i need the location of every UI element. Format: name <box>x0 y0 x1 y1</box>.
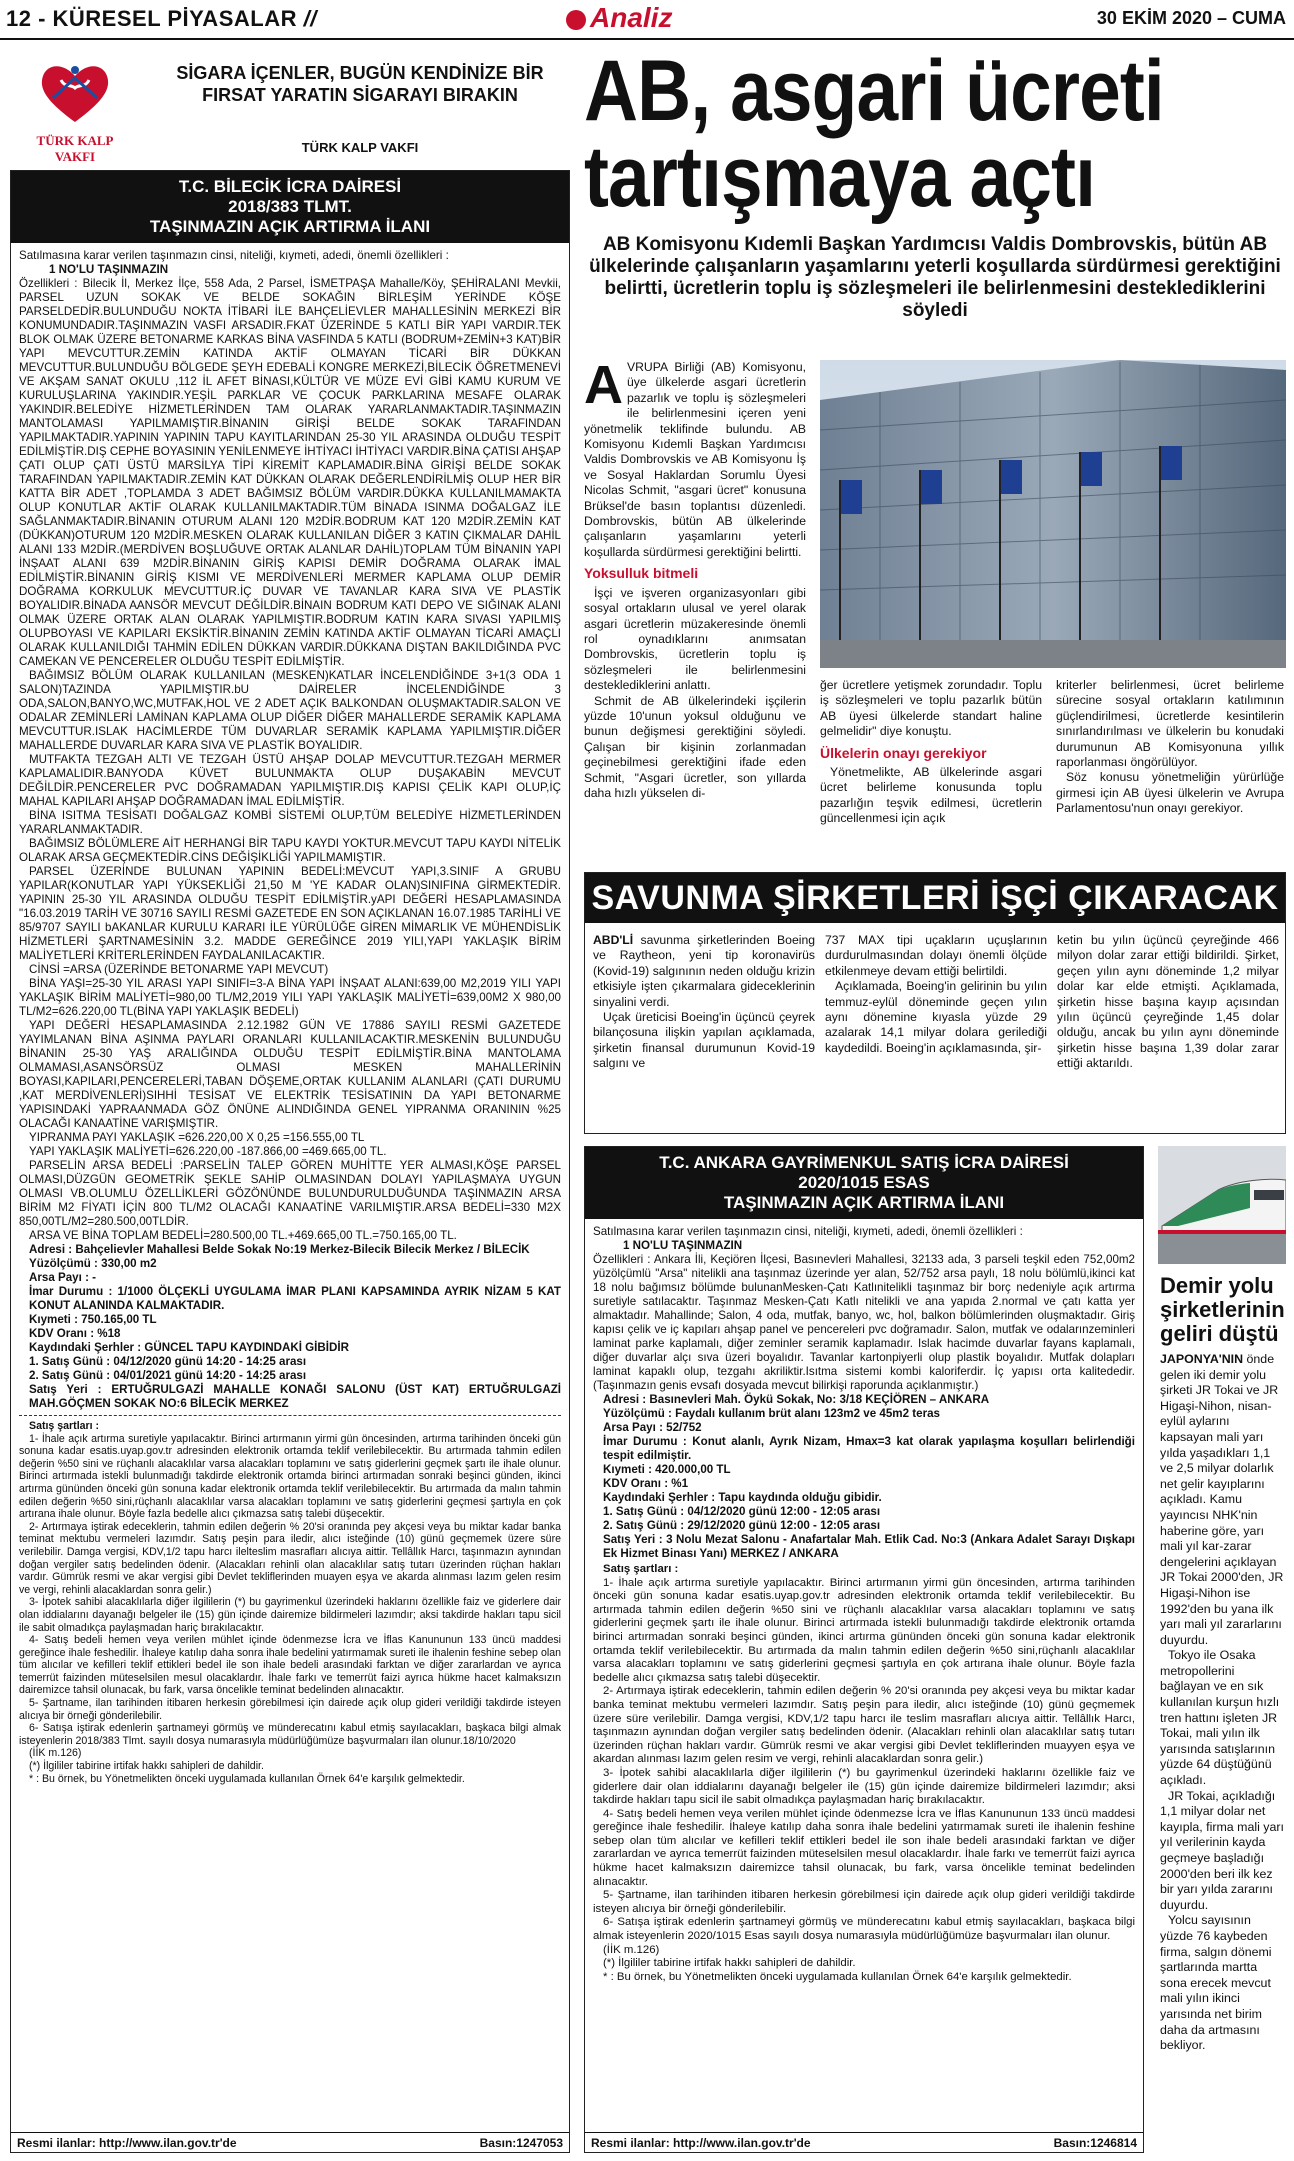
notice-subtitle: TAŞINMAZIN AÇIK ARTIRMA İLANI <box>149 217 431 236</box>
notice-paragraph: BAĞIMSIZ BÖLÜMLERE AİT HERHANGİ BİR TAPU KAYDI YOKTUR.MEVCUT TAPU KAYDI NİTELİK OLARAK ARSA GEÇMEKTEDİR.CİNS DEĞİŞİKLİĞİ YAPILMAMIŞTIR. <box>19 837 561 864</box>
notice-sale-day-2: 2. Satış Günü : 29/12/2020 günü 12:00 - 12:05 arası <box>603 1519 881 1532</box>
notice-features: Özellikleri : Bilecik İl, Merkez İlçe, 558 Ada, 2 Parsel, İSMETPAŞA Mahalle/Köy, ŞEHİRALANI Mevkii, PARSEL UZUN SOKAK VE BELDE SOKAĞIN BİRLEŞİM YERİNDE KÖŞE PARSELDEDİR.BULUNDUĞU NOKTA İTİBARİ İLE BAHÇELİEVLER MAHALLESİNİN MERKEZİ BİR KONUMUNDADIR.TAŞINMAZIN VASFI ARSADIR.FKAT ÜZERİNDE 5 KATLI BİR YAPI VARDIR.TEK BLOK OLMAK ÜZERE BETONARME KARKAS BİNA VASFINDA 5 KATLI (BODRUM+ZEMİN+3 KAT)BİR YAPI MEVCUTTUR.ZEMİN KATINDA AKTİF OLMAYAN TİCARİ BİR DÜKKAN MEVCUTTUR.BULUNDUĞU BÖLGEDE ŞEYH EDEBALİ KONGRE MERKEZİ,BİLECİK ÖĞRETMENEVİ VE AKŞAM SANAT OKULU ,112 İL AFET BİNASI,KÜLTÜR VE MÜZE EVİ GİBİ KAMU KURUM VE KURULUŞLARINA YAKINDIR.YEŞİL PARKLAR VE ÇOCUK PARKLARINA MESAFE OLARAK YAKINDIR.BELEDİYE HİZMETLERİNDEN TAM OLARAK YARARLANMAKTADIR.TAŞINMAZIN MANTOLAMASI YAPILMAMIŞTIR.BİNANIN GİRİŞİ BELDE SOKAK TARAFINDAN YAPILMAKTADIR.YAPININ YAPININ TAPU KAYITLARINDAN 25-30 YIL ARASINDA OLDUĞU TESPİT EDİLMİŞTİR.DIŞ CEPHE BOYASININ YENİLENMEYE İHTİYACI İHTİYACI VARDIR.BİNA ÇATISI AHŞAP ÇATI OLUP ÇATI ÜSTÜ MARSİLYA TİPİ KİREMİT KAPLAMADIR.BİNA GİRİŞİ BELDE SOKAK TARAFINDAN YAPILMAKTADIR.ZEMİN KAT DÜKKAN OLARAK DEĞERLENDİRİLMİŞ OLUP HER BİR KATTA BİR ADET ,TOPLAMDA 3 ADET BAĞIMSIZ BÖLÜM VARDIR.DÜKKA KULLANILMAMAKTA OLUP KONUTLAR AKTİF OLARAK KULLANILMAKTADIR.TÜM BİNADA ISINMA DOĞALGAZ İLE SAĞLANMAKTADIR.BİNANIN OTURUM ALANI 120 M2DİR.BODRUM KAT 120 M2DİR.ZEMİN KAT (DÜKKAN)OTURUM 120 M2DİR.MESKEN OLARAK KULLANILAN DİĞER 3 KATIN ÇIKMALAR DAHİL ALANI 133 M2DİR.(MERDİVEN BOŞLUĞUVE ORTAK ALANLAR DAHİL)TOPLAM TÜM BİNANIN YAPI İNŞAAT ALANI 639 M2DİR.BİNANIN GİRİŞ KAPISI DEMİR DOĞRAMA OLARAK İMAL EDİLMİŞTİR.BİNANIN GİRİŞ KISMI VE MERDİVENLERİ MERMER KAPLAMA OLUP DEMİR DOĞRAMA KORKULUK MEVCUTTUR.İÇ DUVAR VE TAVANLAR KARA SIVA VE PLASTİK BOYALIDIR.BİNADA AANSÖR MEVCUT DEĞİLDİR.BİNAIN BODRUM KATI DEPO VE SIĞINAK ALANI OLMAK ÜZERE ORTAK ALAN OLARAK YAPILMIŞTIR.BODRUM KATIN KARA SIVASI YAPILMIŞ OLUPBOYASI VE KAPILARI EKSİKTİR.BİNANIN ZEMİN KATINDA AKTİF OLMAYAN TİCARİ AMAÇLI OLARAK KULLANILDIĞI TAHMİN EDİLEN DÜKKAN VARDIR.DÜKKANA DIŞTAN BAKILDIĞINDA PVC CAMEKAN VE PENCERELER OLDUĞU TESPİT EDİLMİŞTİR. <box>19 277 561 668</box>
defense-column-3 <box>1057 933 1279 1072</box>
story-subheading: Yoksulluk bitmeli <box>584 565 699 582</box>
story-paragraph: ğer ücretlere yetişmek zorundadır. Toplu iş sözleşmeleri ve toplu pazarlık bütün AB üyesi ülkelerde standart haline gelmelidir" diye konuştu. <box>820 678 1042 739</box>
defense-column-2 <box>825 933 1047 1056</box>
official-ads-link[interactable]: Resmi ilanlar: http://www.ilan.gov.tr'de <box>17 2136 237 2150</box>
notice-paragraph: YAPI YAKLAŞIK MALİYETİ=626.220,00 -187.866,00 =469.665,00 TL. <box>29 1145 387 1158</box>
footnote: (*) İlgililer tabirine irtifak hakkı sahipleri de dahildir. <box>603 1957 856 1970</box>
notice-case-no: 2020/1015 ESAS <box>798 1173 930 1192</box>
notice-footer <box>11 2132 569 2152</box>
notice-address: Adresi : Bahçelievler Mahallesi Belde Sokak No:19 Merkez-Bilecik Bilecik Merkez / BİLECİK <box>29 1243 530 1256</box>
term-item: 3- İpotek sahibi alacaklılarla diğer ilgililerin (*) bu gayrimenkul üzerindeki haklarını özellikle faiz ve giderlere dair olan iddialarını dayanağı belgeler ile (15) gün içinde dairemize bildirmeleri lazımdır; aksi takdirde hakları tapu sicil ile sabit olmadıkça paylaşmadan hariç bırakılacaktır. <box>19 1596 561 1634</box>
notice-value: Kıymeti : 750.165,00 TL <box>29 1313 157 1326</box>
press-id: Basın:1246814 <box>1053 2136 1137 2150</box>
story-body <box>584 355 1286 858</box>
notice-share: Arsa Payı : 52/752 <box>603 1421 702 1434</box>
story-column-3 <box>1056 678 1284 817</box>
notice-sale-day-2: 2. Satış Günü : 04/01/2021 günü 14:20 - 14:25 arası <box>29 1369 307 1382</box>
footnote: * : Bu örnek, bu Yönetmelikten önceki uygulamada kullanılan Örnek 64'e karşılık gelmektedir. <box>29 1772 465 1785</box>
term-item: 6- Satışa iştirak edenlerin şartnameyi görmüş ve münderecatını kabul etmiş sayılacakları, başkaca bilgi almak isteyenlerin 2020/1015 Esas sayılı dosya numarasıyla müdürlüğümüze başvurmaları ilan olunur. <box>593 1916 1135 1943</box>
term-item: 5- Şartname, ilan tarihinden itibaren herkesin görebilmesi için dairede açık olup gideri verildiği takdirde isteyen alıcıya bir örneği gönderilebilir. <box>593 1889 1135 1915</box>
term-item: 2- Artırmaya iştirak edeceklerin, tahmin edilen değerin % 20'si oranında pey akçesi veya bu miktar kadar banka teminat mektubu vermeleri lazımdır. Satış peşin para iledir, alıcı isteğinde (10) günü geçmemek üzere süre verilebilir. Damga vergisi, KDV,1/2 tapu harcı ile teslim masrafları alıcıya aittir. Tellâllık Harcı, taşınmazın aynından doğan vergiler satış bedelinden ödenir. (Alacakları rehinli olan alacaklılar satış tutarı üzerinden rüçhan hakları vardır. Gümrük resmi ve akar vergisi gibi Devlet tekliflerinden muayyen eşya ve akardan alınması lazım gelen resim ve vergi, rehinli alacaklardan sonra gelir.) <box>593 1685 1135 1766</box>
story-headline <box>584 43 1289 225</box>
notice-vat: KDV Oranı : %1 <box>603 1477 689 1490</box>
story-paragraph: Yönetmelikte, AB ülkelerinde asgari ücret belirleme konusunda toplu pazarlığın teşvik edilmesi, ücretlerin güncellenmesi için açık <box>820 765 1042 826</box>
notice-sale-place: Satış Yeri : 3 Nolu Mezat Salonu - Anafartalar Mah. Etlik Cad. No:3 (Ankara Adalet Sarayı Dışkapı Ek Hizmet Binası Yanı) MERKEZ / ANKARA <box>603 1533 1135 1560</box>
footnote: * : Bu örnek, bu Yönetmelikten önceki uygulamada kullanılan Örnek 64'e karşılık gelmektedir. <box>603 1970 1072 1983</box>
notice-paragraph: CİNSİ =ARSA (ÜZERİNDE BETONARME YAPI MEVCUT) <box>29 963 329 976</box>
notice-case-no: 2018/383 TLMT. <box>228 197 352 216</box>
bullet-train-image <box>1158 1146 1286 1264</box>
notice-paragraph: YIPRANMA PAYI YAKLAŞIK =626.220,00 X 0,25 =156.555,00 TL <box>29 1131 365 1144</box>
notice-paragraph: BAĞIMSIZ BÖLÜM OLARAK KULLANILAN (MESKEN)KATLAR İNCELENDİĞİNDE 3+1(3 ODA 1 SALON)TAZINDA YAPILMIŞTIR.bU DAİRELER İNCELENDİĞİNDE 3 ODA,SALON,BANYO,WC,MUTFAK,HOL VE 2 ADET AÇIK BALKONDAN OLUŞMAKTADIR.SALON VE ODALAR ZEMİNLERİ LAMİNAN KAPLAMA OLUP DİĞER DİĞER MAHALLERDE SERAMİK KAPLAMA MEVCUTTUR.ISLAK HACİMLERDE TÜM DUVARLAR SERAMİK KAPLAMA YAPILMIŞTIR.DİĞER MAHALLERDE DUVARLAR KARA SIVA VE PLASTİK BOYALIDIR. <box>19 669 561 752</box>
term-item: 5- Şartname, ilan tarihinden itibaren herkesin görebilmesi için dairede açık olup gideri verildiği takdirde isteyen alıcıya bir örneği gönderilebilir. <box>19 1697 561 1722</box>
notice-item-no: 1 NO'LU TAŞINMAZIN <box>623 1239 743 1252</box>
ad-message: SİGARA İÇENLER, BUGÜN KENDİNİZE BİR FIRSAT YARATIN SİGARAYI BIRAKIN <box>176 63 544 105</box>
japan-headline: Demir yolu şirketlerinin geliri düştü <box>1160 1273 1285 1346</box>
defense-paragraph: 737 MAX tipi uçakların uçuşlarının durdurulmasından dolayı önemli ölçüde etkilenmeye devam ettiği belirtildi. <box>825 933 1047 978</box>
notice-zoning: İmar Durumu : 1/1000 ÖLÇEKLİ UYGULAMA İMAR PLANI KAPSAMINDA AYRIK NİZAM 5 KAT KONUT ALANINDA KALMAKTADIR. <box>29 1285 561 1312</box>
notice-paragraph: YAPI DEĞERİ HESAPLAMASINDA 2.12.1982 GÜN VE 17886 SAYILI RESMİ GAZETEDE YAYIMLANAN BİNA AŞINMA PAYLARI ORANLARI KULLANILACAKTIR.MESKENİN BULUNDUĞU BİNANIN 25-30 YAŞ ARALIĞINDA OLDUĞU TESPİT EDİLMİŞTİR.BİNA MANTOLAMA OLMAMASI,ASANSÖRSÜZ OLMASI MESKEN MAHALLERİNİN BOYASI,KAPILARI,PENCERELERİ,TABAN DÖŞEME,ORTAK KULLANIM ALANLARI (ÇATI DURUMU ,KAT MERDİVENLERİ)SIHHİ TESİSAT VE ELEKTRİK TESİSATININ DA YAPI BETONARME YAPISINDAKİ YAPRAANMADA GÖZ ÖNÜNE ALINDIĞINDA GENEL YIPRANMA ORANININ %25 OLACAĞI KANAATİNE VARIŞMIŞTIR. <box>19 1019 561 1130</box>
bilecik-notice-header <box>11 171 569 243</box>
notice-features: Özellikleri : Ankara İli, Keçiören İlçesi, Basınevleri Mahallesi, 32133 ada, 3 parseli teşkil eden 752,00m2 yüzölçümlü "Arsa" nitelikli ana taşınmaz üzerinde yer alan, 52/752 arsa paylı, 18 nolu bölümlü,ikinci kat 18 nolu bağımsız bölümde bulunanMesken-Çatı Katlınitelikli taşınmaz bir borç nedeniyle açık artırma suretiyle satılacaktır. Taşınmaz Mesken-Çatı Katlı nitelikli ve ana yapıda 2.normal ve çatı katta yer almaktadır. Mahallinde; Salon, 4 oda, mutfak, banyo, wc, hol, balkon bölümlerinden oluşmaktadır. Giriş kapısı çelik ve iç kapıları ahşap panel ve pencereleri pvc doğramadır. Salon, mutfak ve odalarınzeminleri laminat parke kaplamalı, diğer zeminler seramik kaplamadır. Islak hacimde duvarlar fayans kaplamalı, diğer duvarlar alçı sıva üzeri boyalıdır. Tavanlar kartonpiyerli olup plastik boyalıdır. Mutfak dolapları laminat kapaklı olup, tezgahı akriliktir.Isıtma sistemi kombi kaloriferdir. İç yapısı orta kalitededir. (Taşınmazın genis evsafı dosyada mevcut bilirkişi raporunda açıklanmıştır.) <box>593 1253 1135 1392</box>
main-story-area <box>584 43 1286 2150</box>
divider <box>19 1415 561 1416</box>
defense-lead-word: ABD'Lİ <box>593 933 634 947</box>
drop-cap: A <box>584 355 623 415</box>
ankara-notice <box>584 1146 1144 2153</box>
defense-paragraph: Uçak üreticisi Boeing'in üçüncü çeyrek bilançosuna ilişkin yapılan açıklamada, şirketin finansal durumunun Kovid-19 salgını ve <box>593 1010 815 1071</box>
notice-intro: Satılmasına karar verilen taşınmazın cinsi, niteliği, kıymeti, adedi, önemli özellikleri : <box>593 1225 1023 1238</box>
left-column <box>10 48 570 2153</box>
term-item: 2- Artırmaya iştirak edeceklerin, tahmin edilen değerin % 20'si oranında pey akçesi veya bu miktar kadar banka teminat mektubu vermeleri lazımdır. Satış peşin para iledir, alıcı isteğinde (10) günü geçmemek üzere süre verilebilir. Damga vergisi, KDV,1/2 tapu harcı ilelteslim masrafları alıcıya aittir. Tellâllık Harcı, taşınmazın aynından doğan vergiler satış bedelinden ödenir. (Alacakları rehinli olan alacaklılar satış tutarı üzerinden rüçhan hakları vardır. Gümrük resmi ve akar vergisi gibi Devlet tekliflerinden muayen eşya ve akarda alınması lazım gelen resim ve vergi, rehinli alacaklardan sonra gelir.) <box>19 1520 561 1596</box>
headline-line: tartışmaya açtı <box>584 129 1095 225</box>
notice-intro: Satılmasına karar verilen taşınmazın cinsi, niteliği, kıymeti, adedi, önemli özellikleri : <box>19 249 449 262</box>
story-column-2 <box>820 678 1042 827</box>
term-item: 3- İpotek sahibi alacaklılarla diğer ilgililerin (*) bu gayrimenkul üzerindeki haklarını özellikle faiz ve giderlere dair olan iddialarını dayanağı belgeler ile (15) gün içinde dairemize bildirmeleri lazımdır; aksi takdirde hakları tapu sicil ile sabit olmadıkça paylaşmadan hariç bırakılacaktır. <box>593 1766 1135 1807</box>
story-column-1 <box>584 355 806 801</box>
notice-paragraph: ARSA VE BİNA TOPLAM BEDELİ=280.500,00 TL.+469.665,00 TL.=750.165,00 TL. <box>29 1229 457 1242</box>
japan-rail-story <box>1158 1146 1286 2153</box>
ankara-notice-header <box>585 1147 1143 1219</box>
heart-icon <box>35 58 115 128</box>
issue-date: 30 EKİM 2020 – CUMA <box>1096 8 1286 28</box>
notice-vat: KDV Oranı : %18 <box>29 1327 121 1340</box>
footnote: (*) İlgililer tabirine irtifak hakkı sahipleri de dahildir. <box>29 1760 264 1773</box>
story-paragraph: Söz konusu yönetmeliğin yürürlüğe girmesi için AB üyesi ülkelerin ve Avrupa Parlamentosu'nun onayı gerekiyor. <box>1056 770 1284 816</box>
defense-story <box>584 872 1286 1134</box>
notice-liens: Kaydındaki Şerhler : GÜNCEL TAPU KAYDINDAKİ GİBİDİR <box>29 1341 349 1354</box>
press-id: Basın:1247053 <box>479 2136 563 2150</box>
notice-paragraph: BİNA YAŞI=25-30 YIL ARASI YAPI SINIFI=3-A BİNA YAPI İNŞAAT ALANI:639,00 M2,2019 YILI YAPI YAKLAŞIK BİRİM MALİYETİ=980,00 TL/M2,2019 YILI YAPI YAKLAŞIK MALİYETİ=639,00M2 X 980,00 TL/M2=626.220,00 TL(BİNA YAPI YAKLAŞIK BEDELİ) <box>19 977 561 1018</box>
notice-liens: Kaydındaki Şerhler : Tapu kaydında olduğu gibidir. <box>603 1491 882 1504</box>
notice-paragraph: PARSELİN ARSA BEDELİ :PARSELİN TALEP GÖREN MUHİTTE YER ALMASI,KÖŞE PARSEL OLMASI,DÜZGÜN GEOMETRİK ŞEKLE SAHİP OLMASINDAN DOLAYI YAPILAŞMAYA UYGUN OLMASI VB.OLUMLU ÖZELLİKLERİ GÖZÖNÜNDE BULUNDURULDUĞUNDA TAŞINMAZIN ARSA BİRİM M2 FİYATI İÇİN 800 TL/M2 OLACAĞI KANAATİNE VARILMIŞTIR.ARSA BEDELİ=330 M2X 850,00TL/M2=280.500,00TLDİR. <box>19 1159 561 1228</box>
law-reference: (İİK m.126) <box>603 1943 660 1956</box>
ad-signature: TÜRK KALP VAKFI <box>301 140 419 155</box>
notice-area: Yüzölçümü : Faydalı kullanım brüt alanı 123m2 ve 45m2 teras <box>603 1407 940 1420</box>
term-item: 4- Satış bedeli hemen veya verilen mühlet içinde ödenmezse İcra ve İflas Kanununun 133 üncü maddesi gereğince ihale feshedilir. İhaleye katılıp daha sonra ihale bedelini yatırmamak sureti ile ihalenin feshine sebep olan tüm alıcılar ve kefilleri teklif ettikleri bedel ile son ihale bedeli arasındaki farktan ve diğer zararlardan ve ayrıca temerrüt faizinden müteselsilen mesul olacaklardır. İhale farkı ve temerrüt faizi ayrıca hükme hacet kalmaksızın dairemizce tahsil olunacak, bu fark, varsa öncelikle teminat bedelinden alınacaktır. <box>19 1634 561 1697</box>
story-paragraph: kriterler belirlenmesi, ücret belirleme sürecine sosyal ortakların katılımının güçlendirilmesi, ücretlerde kesintilerin sınırlandırılması ve ülkelerin bu konudaki durumunun AB Komisyonuna yıllık raporlanması öngörülüyor. <box>1056 678 1284 770</box>
japan-paragraph: önde gelen iki demir yolu şirketi JR Tokai ve JR Higaşi-Nihon, nisan-eylül aylarını kapsayan mali yarı yılda yaşadıkları 1,1 ve 2,5 milyar dolarlık net gelir kayıplarını açıkladı. Kamu yayıncısı NHK'nin haberine göre, yarı mali yıl kar-zarar dengelerini açıklayan JR Tokai 2000'den, JR Higaşi-Nihon ise 1992'den bu yana ilk yarı mali yıl zararlarını duyurdu. <box>1160 1352 1284 1647</box>
notice-sale-place: Satış Yeri : ERTUĞRULGAZİ MAHALLE KONAĞI SALONU (ÜST KAT) ERTUĞRULGAZİ MAH.GÖÇMEN SOKAK NO:6 BİLECİK MERKEZ <box>29 1383 561 1410</box>
notice-sale-day-1: 1. Satış Günü : 04/12/2020 günü 12:00 - 12:05 arası <box>603 1505 881 1518</box>
section-title: 12 - KÜRESEL PİYASALAR // <box>6 6 317 31</box>
japan-paragraph: Tokyo ile Osaka metropollerini bağlayan ve en sık kullanılan kurşun hızlı tren hattını işleten JR Tokai, mali yılın ilk yarısında satışlarının yüzde 64 düştüğünü açıkladı. <box>1160 1648 1280 1788</box>
terms-title: Satış şartları : <box>29 1420 100 1432</box>
term-item: 6- Satışa iştirak edenlerin şartnameyi görmüş ve münderecatını kabul etmiş sayılacakları, başkaca bilgi almak isteyenlerin 2018/383 Tlmt. sayılı dosya numarasıyla müdürlüğümüze başvurmaları ilan olunur.18/10/2020 <box>19 1722 561 1747</box>
bilecik-notice-body <box>11 243 569 1785</box>
logo-dot-icon <box>566 10 586 30</box>
japan-body <box>1158 1352 1286 2054</box>
heart-foundation-ad <box>10 48 570 166</box>
notice-sale-day-1: 1. Satış Günü : 04/12/2020 günü 14:20 - 14:25 arası <box>29 1355 307 1368</box>
term-item: 4- Satış bedeli hemen veya verilen mühlet içinde ödenmezse İcra ve İflas Kanununun 133 üncü maddesi gereğince ihale feshedilir. İhaleye katılıp daha sonra ihale bedelini yatırmamak sureti ile ihalenin feshine sebep olan tüm alıcılar ve kefilleri teklif ettikleri bedel ile son ihale bedeli arasındaki farktan ve diğer zararlardan ve ayrıca temerrüt faizinden müteselsilen mesul olacaklardır. İhale farkı ve temerrüt faizi ayrıca hükme hacet kalmaksızın dairemizce tahsil olunacak, bu fark, varsa öncelikle teminat bedelinden alınacaktır. <box>593 1807 1135 1888</box>
defense-headline: SAVUNMA ŞİRKETLERİ İŞÇİ ÇIKARACAK <box>585 873 1285 923</box>
ankara-notice-body <box>585 1219 1143 1984</box>
term-item: 1- İhale açık artırma suretiyle yapılacaktır. Birinci artırmanın yirmi gün öncesinden, artırma tarihinden önceki gün sonuna kadar esatis.uyap.gov.tr adresinden elektronik ortamda teklif verilebilecektir. Bu artırmada tahmin edilen değerin %50 sini ve rüçhanlı alacaklılar varsa alacakları toplamını ve satış giderlerini geçmek şartı ile ihale olunur. Birinci artırmada istekli bulunmadığı takdirde elektronik ortamda birinci artırmadan sonraki beşinci günden, ikinci artırma gününden önceki gün sonuna kadar elektronik ortamda teklif verilebilecektir. Bu artırmada da malın tahmin edilen değerin %50 sini,rüçhanlı alacaklılar varsa alacakları toplamını ve satış giderlerini geçmesi şartıyla en çok artırana ihale olunur. Böyle fazla bedelle alıcı çıkmazsa satış talebi düşecektir. <box>19 1432 561 1521</box>
headline-line: AB, asgari ücreti <box>584 43 1164 139</box>
notice-area: Yüzölçümü : 330,00 m2 <box>29 1257 157 1270</box>
notice-share: Arsa Payı : - <box>29 1271 97 1284</box>
bullet-train-photo <box>1158 1146 1286 1264</box>
eu-building-image <box>820 360 1286 668</box>
term-item: 1- İhale açık artırma suretiyle yapılacaktır. Birinci artırmanın yirmi gün öncesinden, artırma tarihinden önceki gün sonuna kadar esatis.uyap.gov.tr adresinden elektronik ortamda teklif verilebilecektir. Bu artırmada tahmin edilen değerin %50 sini ve rüçhanlı alacaklılar varsa alacakları toplamını ve satış giderlerini geçmek şartı ile ihale olunur. Birinci artırmada istekli bulunmadığı takdirde elektronik ortamda birinci artırmadan sonraki beşinci günden, ikinci artırma gününden önceki gün sonuna kadar elektronik ortamda teklif verilebilecektir. Bu artırmada da malın tahmin edilen değerin %50 sini,rüçhanlı alacaklılar varsa alacakları toplamını ve satış giderlerini geçmesi şartıyla en çok artırana ihale olunur. Böyle fazla bedelle alıcı çıkmazsa satış talebi düşecektir. <box>593 1576 1135 1684</box>
defense-paragraph: ketin bu yılın üçüncü çeyreğinde 466 milyon dolar zarar ettiği bildirildi. Şirket, geçen yılın aynı döneminde 1,2 milyar dolar kar elde etmişti. Açıklamada, şirketin hisse başına kayıp açısından yılın üçüncü çeyreğinde 1,45 dolar olduğu, ancak bu yılın aynı döneminde şirketin hisse başına 1,39 dolar zarar ettiği aktarıldı. <box>1057 933 1279 1071</box>
notice-paragraph: PARSEL ÜZERİNDE BULUNAN YAPININ BEDELİ:MEVCUT YAPI,3.SINIF A GRUBU YAPILAR(KONUTLAR YAPI YÜKSEKLİĞİ 21,50 M 'YE KADAR OLAN)SINIFINA GİRMEKTEDİR. YAPININ 25-30 YIL ARASINDA OLDUĞU TESPİT EDİLMİŞTİR.yAPI DEĞERİ HESAPLAMASINDA "16.03.2019 TARİH VE 30716 SAYILI RESMİ GAZETEDE EN SON AÇIKLANAN 16.07.1985 TARİHLİ VE 85/9707 SAYILI bAKANLAR KURULU KARARI İLE YÜRÜLÜĞE GİREN MİMARLIK VE MÜHENDİSLİK HİZMETLERİ ŞARTNAMESİNİN 3.2. MADDE GEREĞİNCE 2019 YILI,YAPI YAKLAŞIK BİRİM MALİYETLERİ KRİTERLERİNDEN FAYDALANILACAKTIR. <box>19 865 561 962</box>
eu-commission-photo <box>820 360 1286 668</box>
defense-column-1 <box>593 933 815 1072</box>
story-subhead: AB Komisyonu Kıdemli Başkan Yardımcısı Valdis Dombrovskis, bütün AB ülkelerinde çalışanların yaşamlarını yeterli koşullarda sürdürmesi gerektiğini belirtti, ücretlerin toplu iş sözleşmeleri ile belirlenmesini desteklediklerini söyledi <box>589 234 1281 321</box>
law-reference: (İİK m.126) <box>29 1747 82 1760</box>
official-ads-link[interactable]: Resmi ilanlar: http://www.ilan.gov.tr'de <box>591 2136 811 2150</box>
notice-footer <box>585 2132 1143 2152</box>
story-lead: VRUPA Birliği (AB) Komisyonu, üye ülkelerde asgari ücretlerin pazarlık ve toplu iş sözleşmeleri ile belirlenmesini içeren yeni yönetmelik teklifinde bulundu. AB Komisyonu Kıdemli Başkan Yardımcısı Valdis Dombrovskis ve AB Komisyonu İş ve Sosyal Haklardan Sorumlu Üyesi Nicolas Schmit, "asgari ücret" konusuna Brüksel'de basın toplantısı düzenledi. Dombrovskis, bütün AB ülkelerinde çalışanların yaşamlarını yeterli koşullarda sürdürmesi gerektiğini belirtti. <box>584 360 806 559</box>
defense-paragraph: savunma şirketlerinden Boeing ve Raytheon, yeni tip koronavirüs (Kovid-19) salgınının neden olduğu krizin etkisiyle işten çıkarmalara gideceklerinin sinyalini verdi. <box>593 933 815 1009</box>
story-paragraph: İşçi ve işveren organizasyonları gibi sosyal ortakların ulusal ve yerel olarak asgari ücretlerin müzakeresinde önemli rol oynadıklarını anımsatan Dombrovskis, ücretlerin toplu iş sözleşmeleri ile belirlenmesini desteklediklerini anlattı. <box>584 585 806 693</box>
notice-value: Kıymeti : 420.000,00 TL <box>603 1463 731 1476</box>
japan-lead-word: JAPONYA'NIN <box>1160 1352 1244 1366</box>
notice-zoning: İmar Durumu : Konut alanlı, Ayrık Nizam, Hmax=3 kat olarak yapılaşma koşulları belirlendiği tespit edilmiştir. <box>603 1435 1135 1462</box>
notice-paragraph: BİNA ISITMA TESİSATI DOĞALGAZ KOMBİ SİSTEMİ OLUP,TÜM BELEDİYE HİZMETLERİNDEN YARARLANMAKTADIR. <box>19 809 561 836</box>
notice-subtitle: TAŞINMAZIN AÇIK ARTIRMA İLANI <box>723 1193 1005 1212</box>
story-subheading: Ülkelerin onayı gerekiyor <box>820 744 987 761</box>
story-paragraph: Schmit de AB ülkelerindeki işçilerin yüzde 10'unun yoksul olduğunu ve bunun değişmesi gerektiğini söyledi. Çalışan bir kişinin zorlanmadan geçinebilmesi gerektiğini ifade eden Schmit, "Asgari ücretler, son yıllarda daha hızlı yükselen di- <box>584 693 806 800</box>
notice-title: T.C. ANKARA GAYRİMENKUL SATIŞ İCRA DAİRESİ <box>659 1153 1069 1172</box>
notice-paragraph: MUTFAKTA TEZGAH ALTI VE TEZGAH ÜSTÜ AHŞAP DOLAP MEVCUTTUR.TEZGAH MERMER KAPLAMALIDIR.BANYODA KÜVET BULUNMAKTA OLUP DUŞAKABİN MEVCUT DEĞİLDİR.PENCERELER PVC DOĞRAMADAN YAPILMIŞTIR.DIŞ KAPISI ÇELİK KAPI OLUP,İÇ MAHAL KAPILARI AHŞAP DOĞRAMADAN İMAL EDİLMİŞTİR. <box>19 753 561 808</box>
defense-paragraph: Açıklamada, Boeing'in gelirinin bu yılın temmuz-eylül döneminde geçen yılın aynı dönemine kıyasla yüzde 29 azalarak 14,1 milyar dolara gerilediği kaydedildi. Boeing'in açıklamasında, şir- <box>825 979 1047 1055</box>
japan-paragraph: JR Tokai, açıkladığı 1,1 milyar dolar net kayıpla, firma mali yarı yıl verilerinin kayda geçmeye başladığı 2000'den beri ilk kez bir yarı yılda zararını duyurdu. <box>1160 1788 1284 1912</box>
terms-title: Satış şartları : <box>603 1563 679 1575</box>
page-header <box>0 0 1294 40</box>
heart-foundation-name: TÜRK KALP VAKFI <box>36 133 114 164</box>
notice-item-no: 1 NO'LU TAŞINMAZIN <box>49 263 169 276</box>
newspaper-logo[interactable]: Analiz <box>566 2 672 34</box>
notice-title: T.C. BİLECİK İCRA DAİRESİ <box>178 177 402 196</box>
notice-address: Adresi : Basınevleri Mah. Öykü Sokak, No: 3/18 KEÇİÖREN – ANKARA <box>603 1393 990 1406</box>
bilecik-notice <box>10 170 570 2153</box>
heart-foundation-logo <box>20 58 130 164</box>
japan-paragraph: Yolcu sayısının yüzde 76 kaybeden firma, salgın dönemi şartlarında martta sona erecek mevcut mali yılın ikinci yarısında net birim daha da artmasını bekliyor. <box>1160 1913 1272 2053</box>
